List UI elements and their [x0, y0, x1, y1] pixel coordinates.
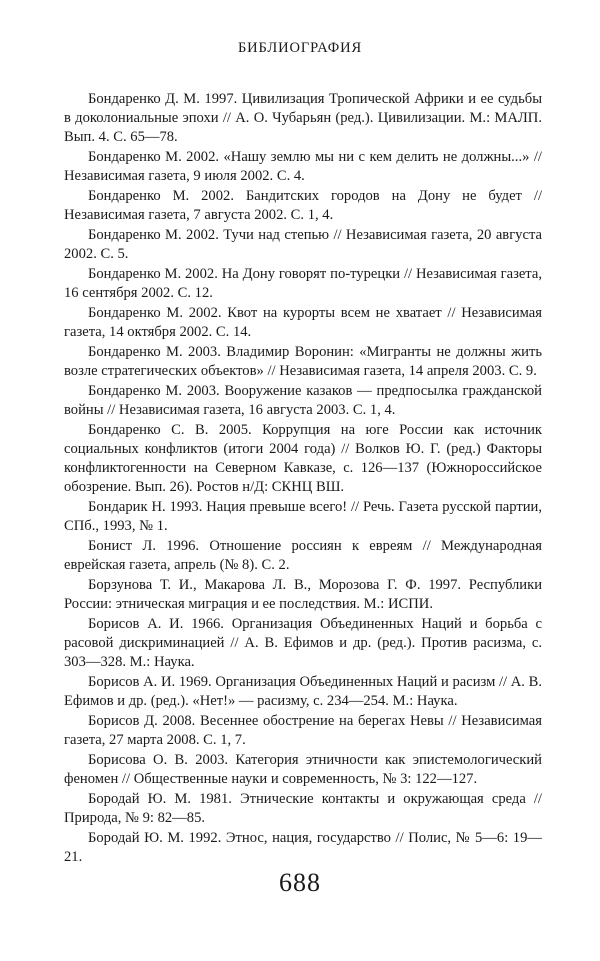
bibliography-entry: Бородай Ю. М. 1981. Этнические контакты и окружающая среда // Природа, № 9: 82—85. — [64, 790, 542, 826]
bibliography-entry: Бондаренко М. 2002. Бандитских городов на Дону не будет // Независимая газета, 7 августа 2002. С. 1, 4. — [64, 187, 542, 223]
bibliography-entry: Бондаренко М. 2002. На Дону говорят по-турецки // Независимая газета, 16 сентября 2002. С. 12. — [64, 265, 542, 301]
page-number: 688 — [279, 868, 321, 897]
bibliography-entry: Бондаренко М. 2002. Тучи над степью // Независимая газета, 20 августа 2002. С. 5. — [64, 226, 542, 262]
bibliography-entry: Бородай Ю. М. 1992. Этнос, нация, государство // Полис, № 5—6: 19—21. — [64, 829, 542, 865]
bibliography-entry: Бондарик Н. 1993. Нация превыше всего! // Речь. Газета русской партии, СПб., 1993, № 1. — [64, 498, 542, 534]
bibliography-entry: Бондаренко С. В. 2005. Коррупция на юге России как источник социальных конфликтов (итоги 2004 года) // Волков Ю. Г. (ред.) Факторы конфликтогенности на Северном Кавказе, с. 126—137 (Южнороссийское обозрение. Вып. 26). Ростов н/Д: СКНЦ ВШ. — [64, 421, 542, 495]
bibliography-entry: Бондаренко М. 2003. Владимир Воронин: «Мигранты не должны жить возле стратегических объектов» // Независимая газета, 14 апреля 2003. С. 9. — [64, 343, 542, 379]
bibliography-entry: Борзунова Т. И., Макарова Л. В., Морозова Г. Ф. 1997. Республики России: этническая миграция и ее последствия. М.: ИСПИ. — [64, 576, 542, 612]
bibliography-entry: Борисов А. И. 1966. Организация Объединенных Наций и борьба с расовой дискриминацией // А. В. Ефимов и др. (ред.). Против расизма, с. 303—328. М.: Наука. — [64, 615, 542, 670]
bibliography-entry: Борисов Д. 2008. Весеннее обострение на берегах Невы // Независимая газета, 27 марта 2008. С. 1, 7. — [64, 712, 542, 748]
bibliography-entry: Бондаренко М. 2003. Вооружение казаков — предпосылка гражданской войны // Независимая газета, 16 августа 2003. С. 1, 4. — [64, 382, 542, 418]
bibliography-list — [64, 90, 542, 868]
bibliography-entry: Бонист Л. 1996. Отношение россиян к евреям // Международная еврейская газета, апрель (№ 8). С. 2. — [64, 537, 542, 573]
bibliography-entry: Бондаренко Д. М. 1997. Цивилизация Тропической Африки и ее судьбы в доколониальные эпохи // А. О. Чубарьян (ред.). Цивилизации. М.: МАЛП. Вып. 4. С. 65—78. — [64, 91, 542, 145]
bibliography-entry: Борисов А. И. 1969. Организация Объединенных Наций и расизм // А. В. Ефимов и др. (ред.). «Нет!» — расизму, с. 234—254. М.: Наука. — [64, 673, 542, 709]
bibliography-entry: Бондаренко М. 2002. «Нашу землю мы ни с кем делить не должны...» // Независимая газета, 9 июля 2002. С. 4. — [64, 148, 542, 184]
running-header: БИБЛИОГРАФИЯ — [237, 40, 363, 56]
bibliography-entry: Бондаренко М. 2002. Квот на курорты всем не хватает // Независимая газета, 14 октября 2002. С. 14. — [64, 304, 542, 340]
bibliography-entry: Борисова О. В. 2003. Категория этничности как эпистемологический феномен // Общественные науки и современность, № 3: 122—127. — [64, 751, 542, 787]
